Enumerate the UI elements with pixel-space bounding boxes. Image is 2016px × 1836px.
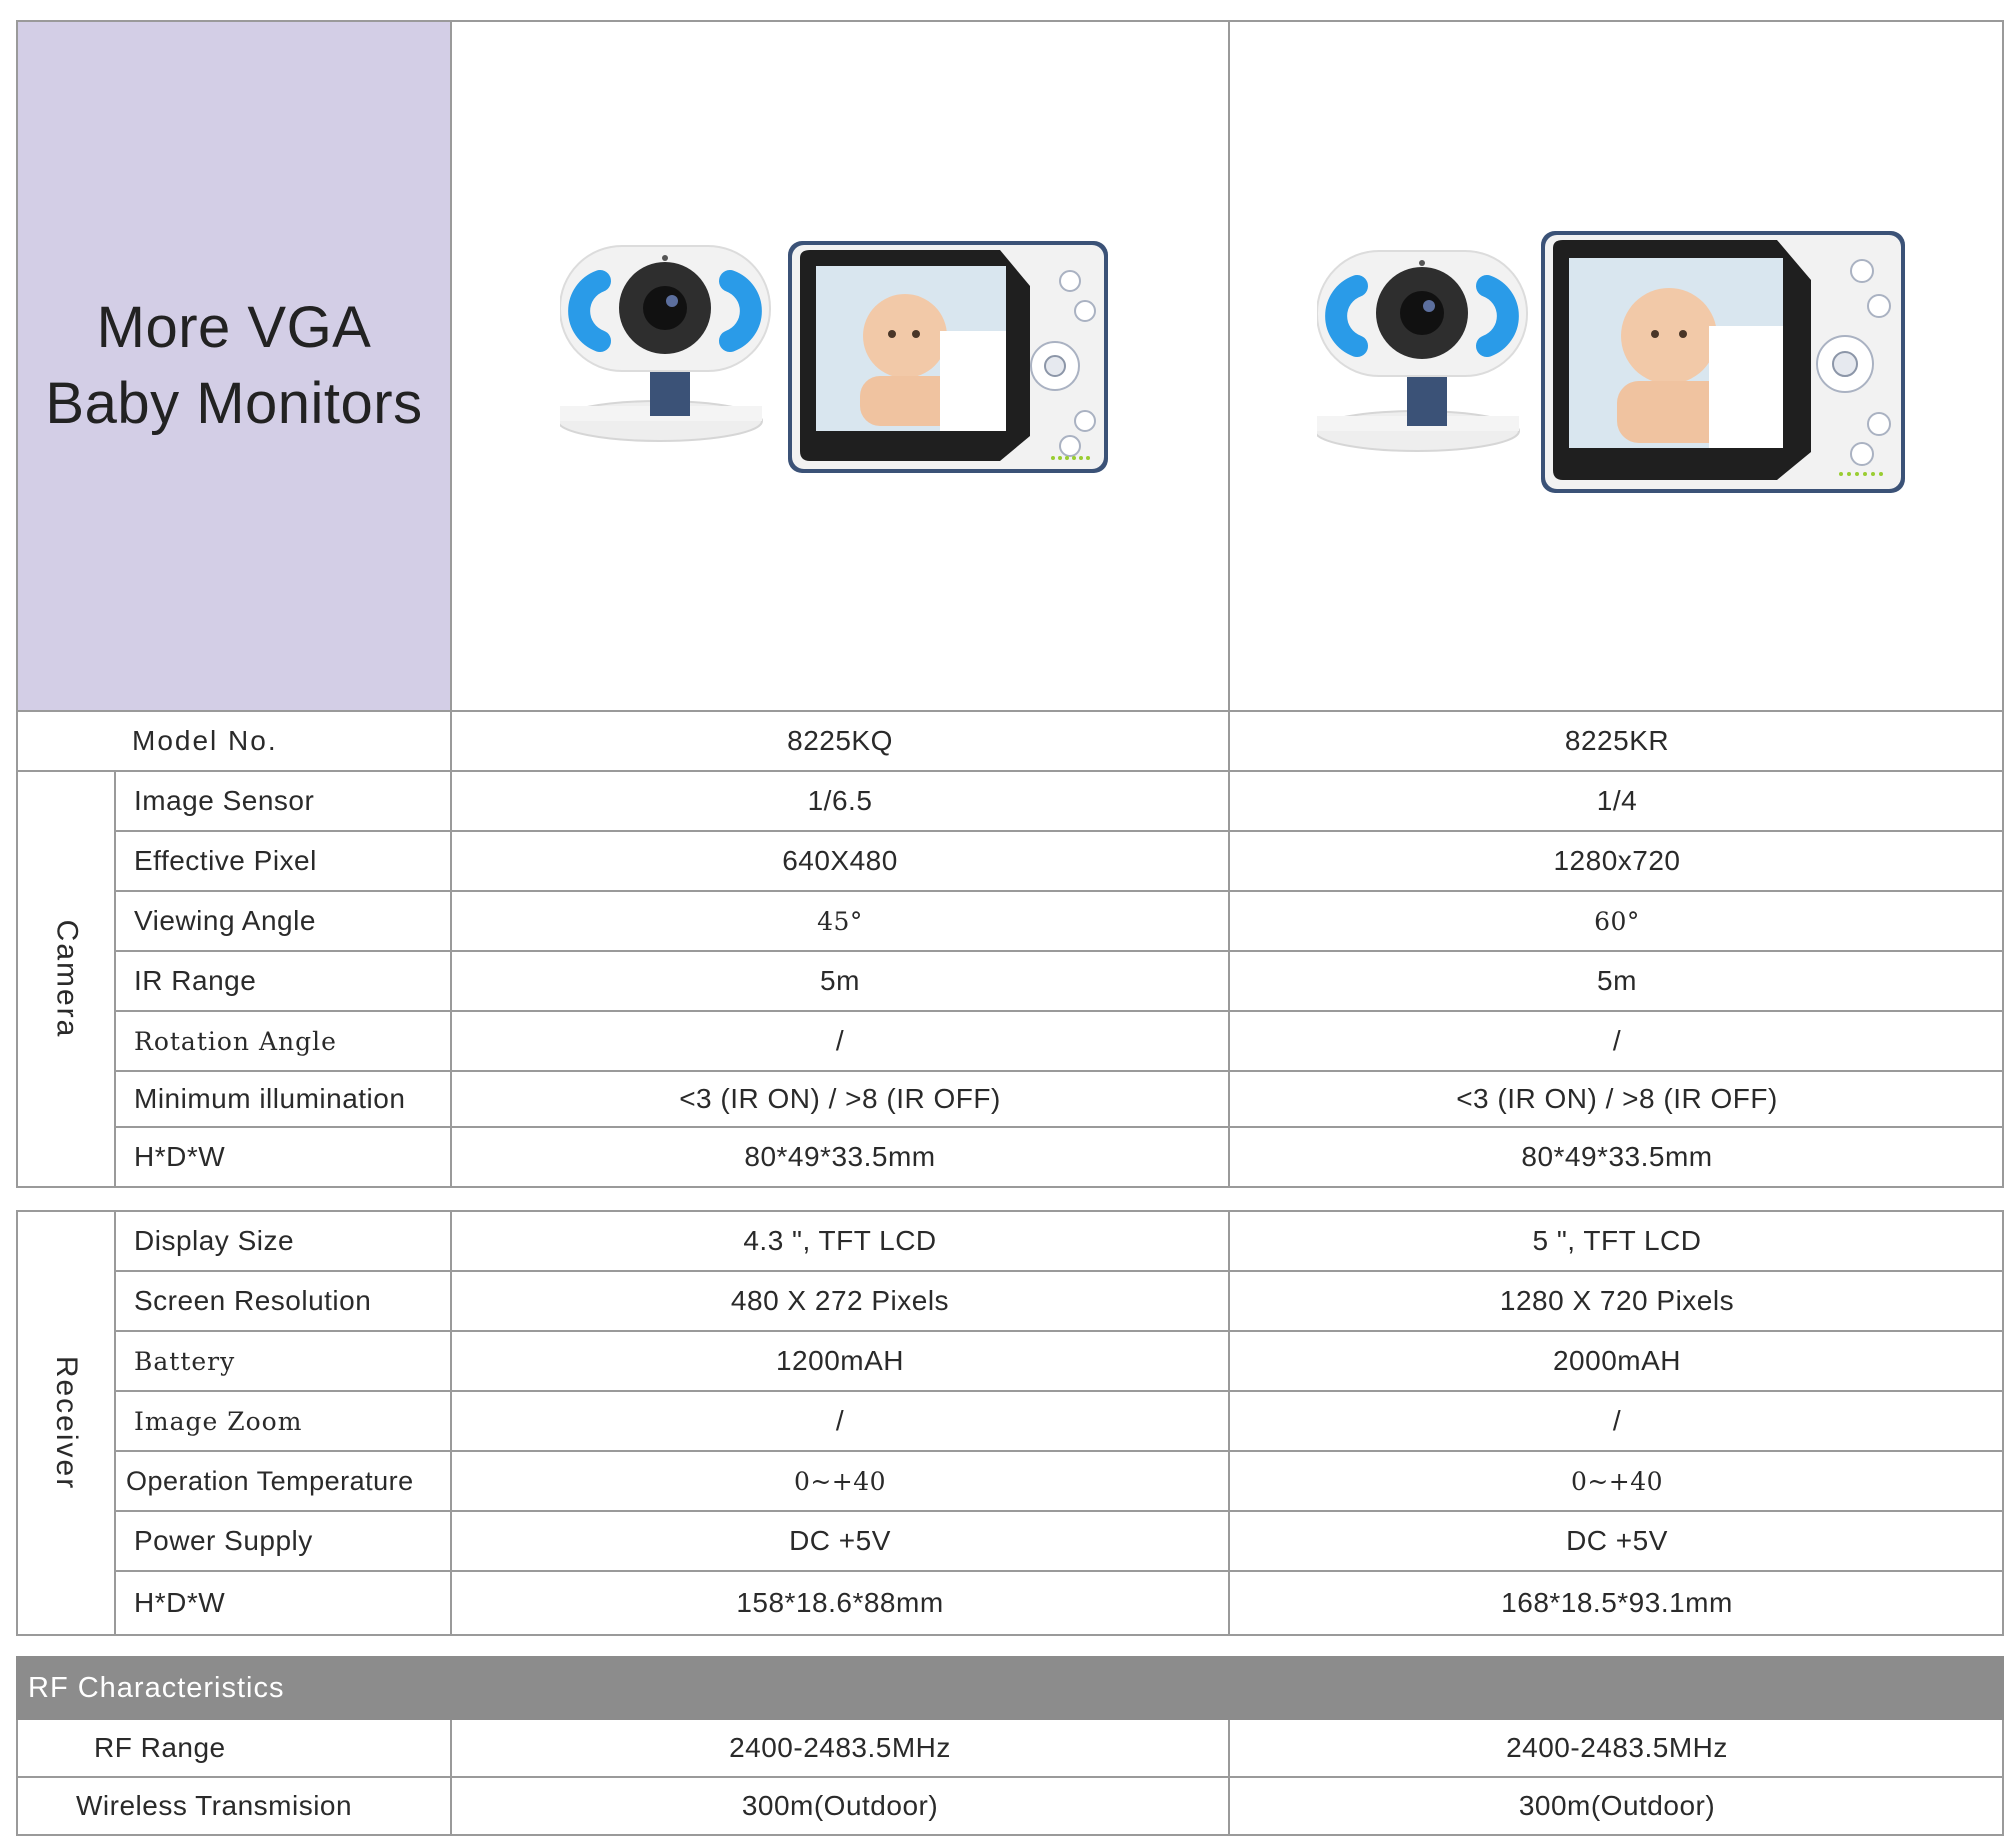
camera-row-value: 80*49*33.5mm xyxy=(744,1141,936,1172)
model-value-2: 8225KR xyxy=(1564,725,1670,756)
receiver-row-value: / xyxy=(1612,1405,1622,1436)
title-cell xyxy=(18,22,450,710)
camera-row-value: 1/4 xyxy=(1596,785,1638,816)
receiver-row-value: 0~+40 xyxy=(793,1466,887,1496)
rf-section-header: RF Characteristics xyxy=(16,1656,2004,1720)
camera-row-value: 1/6.5 xyxy=(807,785,873,816)
camera-row-label: H*D*W xyxy=(134,1141,226,1172)
receiver-row-value: DC +5V xyxy=(1566,1525,1668,1556)
receiver-row-label: Power Supply xyxy=(134,1525,313,1556)
page-title-line2: Baby Monitors xyxy=(45,371,423,436)
camera-row-label: IR Range xyxy=(134,965,257,996)
receiver-row-value: 0~+40 xyxy=(1570,1466,1664,1496)
receiver-row-value: / xyxy=(835,1405,845,1436)
camera-row-value: 5m xyxy=(820,965,860,996)
receiver-row-value: 4.3 ", TFT LCD xyxy=(743,1225,937,1256)
receiver-row-label: Screen Resolution xyxy=(134,1285,372,1316)
camera-row-value: <3 (IR ON) / >8 (IR OFF) xyxy=(1456,1083,1778,1114)
receiver-row-label: H*D*W xyxy=(134,1587,226,1618)
camera-row-value: 1280x720 xyxy=(1553,845,1681,876)
camera-row-value: 60° xyxy=(1594,906,1640,936)
model-value-1: 8225KQ xyxy=(787,725,893,756)
receiver-row-label: Image Zoom xyxy=(134,1406,303,1436)
camera-row-label: Image Sensor xyxy=(134,785,315,816)
camera-row-value: 5m xyxy=(1597,965,1637,996)
receiver-row-value: 480 X 272 Pixels xyxy=(730,1285,950,1316)
receiver-row-value: DC +5V xyxy=(789,1525,891,1556)
receiver-row-value: 2000mAH xyxy=(1552,1345,1681,1376)
camera-table xyxy=(16,20,2004,1188)
receiver-table xyxy=(16,1210,2004,1636)
rf-row-value: 300m(Outdoor) xyxy=(1518,1790,1716,1821)
receiver-row-value: 158*18.6*88mm xyxy=(736,1587,944,1618)
receiver-row-value: 5 ", TFT LCD xyxy=(1532,1225,1702,1256)
camera-row-value: / xyxy=(835,1025,845,1056)
camera-row-value: 45° xyxy=(817,906,863,936)
rf-table xyxy=(16,1720,2004,1836)
rf-row-value: 2400-2483.5MHz xyxy=(1506,1732,1728,1763)
receiver-row-value: 168*18.5*93.1mm xyxy=(1501,1587,1733,1618)
receiver-row-label: Display Size xyxy=(134,1225,295,1256)
camera-row-label: Effective Pixel xyxy=(134,845,317,876)
camera-row-value: 80*49*33.5mm xyxy=(1521,1141,1713,1172)
rf-row-value: 2400-2483.5MHz xyxy=(729,1732,951,1763)
receiver-row-label: Operation Temperature xyxy=(126,1465,414,1496)
receiver-row-label: Battery xyxy=(134,1346,236,1376)
receiver-row-value: 1200mAH xyxy=(775,1345,904,1376)
product-image-cell-1 xyxy=(452,22,1228,710)
rf-row-label: RF Range xyxy=(94,1732,226,1763)
camera-group-label: Camera xyxy=(50,919,84,1039)
model-label: Model No. xyxy=(132,725,278,756)
camera-row-value: <3 (IR ON) / >8 (IR OFF) xyxy=(679,1083,1001,1114)
camera-row-label: Viewing Angle xyxy=(134,905,316,936)
rf-row-label: Wireless Transmision xyxy=(76,1790,353,1821)
baby-monitor-8225kr-image xyxy=(1317,226,1917,506)
rf-row-value: 300m(Outdoor) xyxy=(741,1790,939,1821)
camera-row-label: Minimum illumination xyxy=(134,1083,406,1114)
receiver-group-label: Receiver xyxy=(50,1355,83,1491)
baby-monitor-8225kq-image xyxy=(560,236,1120,496)
camera-row-label: Rotation Angle xyxy=(134,1026,337,1056)
camera-row-value: 640X480 xyxy=(782,845,898,876)
receiver-row-value: 1280 X 720 Pixels xyxy=(1499,1285,1735,1316)
page-title-line1: More VGA xyxy=(96,295,372,360)
product-image-cell-2 xyxy=(1230,22,2004,710)
camera-row-value: / xyxy=(1612,1025,1622,1056)
